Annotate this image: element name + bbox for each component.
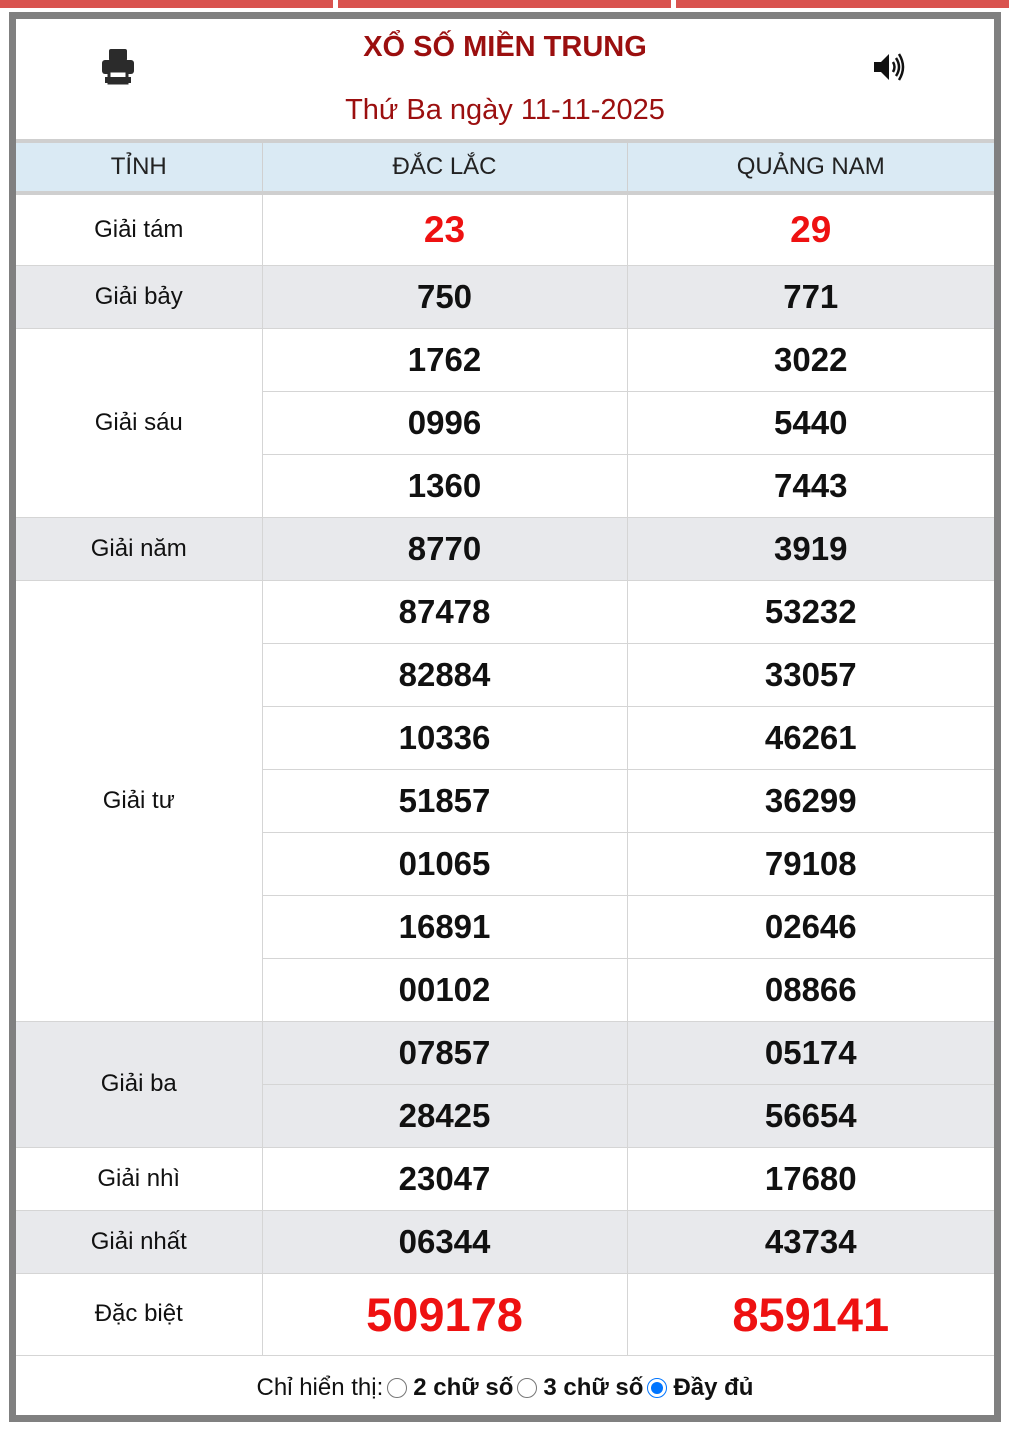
prize-number: 10336 xyxy=(262,706,627,769)
prize-label: Giải ba xyxy=(16,1021,262,1147)
prize-label: Giải tám xyxy=(16,193,262,265)
option-3-digits[interactable] xyxy=(517,1374,643,1402)
prize-number: 1360 xyxy=(262,454,627,517)
column-header-dac-lac[interactable]: ĐẮC LẮC xyxy=(262,141,627,193)
prize-number: 79108 xyxy=(627,832,994,895)
prize-number: 87478 xyxy=(262,580,627,643)
results-table xyxy=(16,139,994,1356)
option-label: Đầy đủ xyxy=(673,1373,754,1401)
prize-label: Giải nhất xyxy=(16,1210,262,1273)
radio-2-digits[interactable] xyxy=(387,1378,407,1398)
prize-number: 53232 xyxy=(627,580,994,643)
prize-number: 7443 xyxy=(627,454,994,517)
prize-number: 05174 xyxy=(627,1021,994,1084)
prize-number: 29 xyxy=(627,193,994,265)
table-row xyxy=(16,1273,994,1355)
table-row xyxy=(16,1021,994,1084)
prize-number: 01065 xyxy=(262,832,627,895)
top-tab-3[interactable] xyxy=(676,0,1009,8)
prize-number: 28425 xyxy=(262,1084,627,1147)
table-row xyxy=(16,1210,994,1273)
column-header-province: TỈNH xyxy=(16,141,262,193)
prize-label: Giải năm xyxy=(16,517,262,580)
table-row xyxy=(16,517,994,580)
prize-number: 82884 xyxy=(262,643,627,706)
option-full[interactable] xyxy=(647,1374,753,1402)
prize-number: 46261 xyxy=(627,706,994,769)
prize-number: 0996 xyxy=(262,391,627,454)
prize-number: 00102 xyxy=(262,958,627,1021)
draw-date: Thứ Ba ngày 11-11-2025 xyxy=(345,94,665,126)
prize-number: 17680 xyxy=(627,1147,994,1210)
table-row xyxy=(16,328,994,391)
prize-number: 5440 xyxy=(627,391,994,454)
prize-number: 56654 xyxy=(627,1084,994,1147)
table-row xyxy=(16,580,994,643)
option-label: 3 chữ số xyxy=(543,1373,644,1401)
prize-number: 08866 xyxy=(627,958,994,1021)
prize-number: 23 xyxy=(262,193,627,265)
prize-number: 51857 xyxy=(262,769,627,832)
special-prize-number: 859141 xyxy=(627,1273,994,1355)
prize-number: 33057 xyxy=(627,643,994,706)
prize-number: 36299 xyxy=(627,769,994,832)
prize-number: 16891 xyxy=(262,895,627,958)
sound-icon[interactable] xyxy=(872,51,906,83)
table-row xyxy=(16,1147,994,1210)
prize-number: 06344 xyxy=(262,1210,627,1273)
results-panel xyxy=(9,12,1001,1422)
special-prize-number: 509178 xyxy=(262,1273,627,1355)
prize-number: 8770 xyxy=(262,517,627,580)
prize-number: 43734 xyxy=(627,1210,994,1273)
prize-label: Giải sáu xyxy=(16,328,262,517)
table-row xyxy=(16,193,994,265)
radio-full[interactable] xyxy=(647,1378,667,1398)
prize-number: 750 xyxy=(262,265,627,328)
top-tab-1[interactable] xyxy=(0,0,333,8)
display-options xyxy=(16,1356,994,1420)
prize-number: 1762 xyxy=(262,328,627,391)
top-tabs-bar xyxy=(0,0,1009,8)
prize-number: 02646 xyxy=(627,895,994,958)
option-2-digits[interactable] xyxy=(387,1374,513,1402)
prize-label: Giải bảy xyxy=(16,265,262,328)
prize-label: Giải tư xyxy=(16,580,262,1021)
results-header xyxy=(16,19,994,139)
table-row xyxy=(16,265,994,328)
page-title: XỔ SỐ MIỀN TRUNG xyxy=(363,31,647,63)
prize-number: 07857 xyxy=(262,1021,627,1084)
option-label: 2 chữ số xyxy=(413,1373,514,1401)
top-tab-2[interactable] xyxy=(338,0,671,8)
prize-number: 3022 xyxy=(627,328,994,391)
prize-number: 23047 xyxy=(262,1147,627,1210)
prize-label: Giải nhì xyxy=(16,1147,262,1210)
radio-3-digits[interactable] xyxy=(517,1378,537,1398)
prize-label: Đặc biệt xyxy=(16,1273,262,1355)
column-header-quang-nam[interactable]: QUẢNG NAM xyxy=(627,141,994,193)
display-options-label: Chỉ hiển thị: xyxy=(256,1373,384,1401)
prize-number: 771 xyxy=(627,265,994,328)
prize-number: 3919 xyxy=(627,517,994,580)
